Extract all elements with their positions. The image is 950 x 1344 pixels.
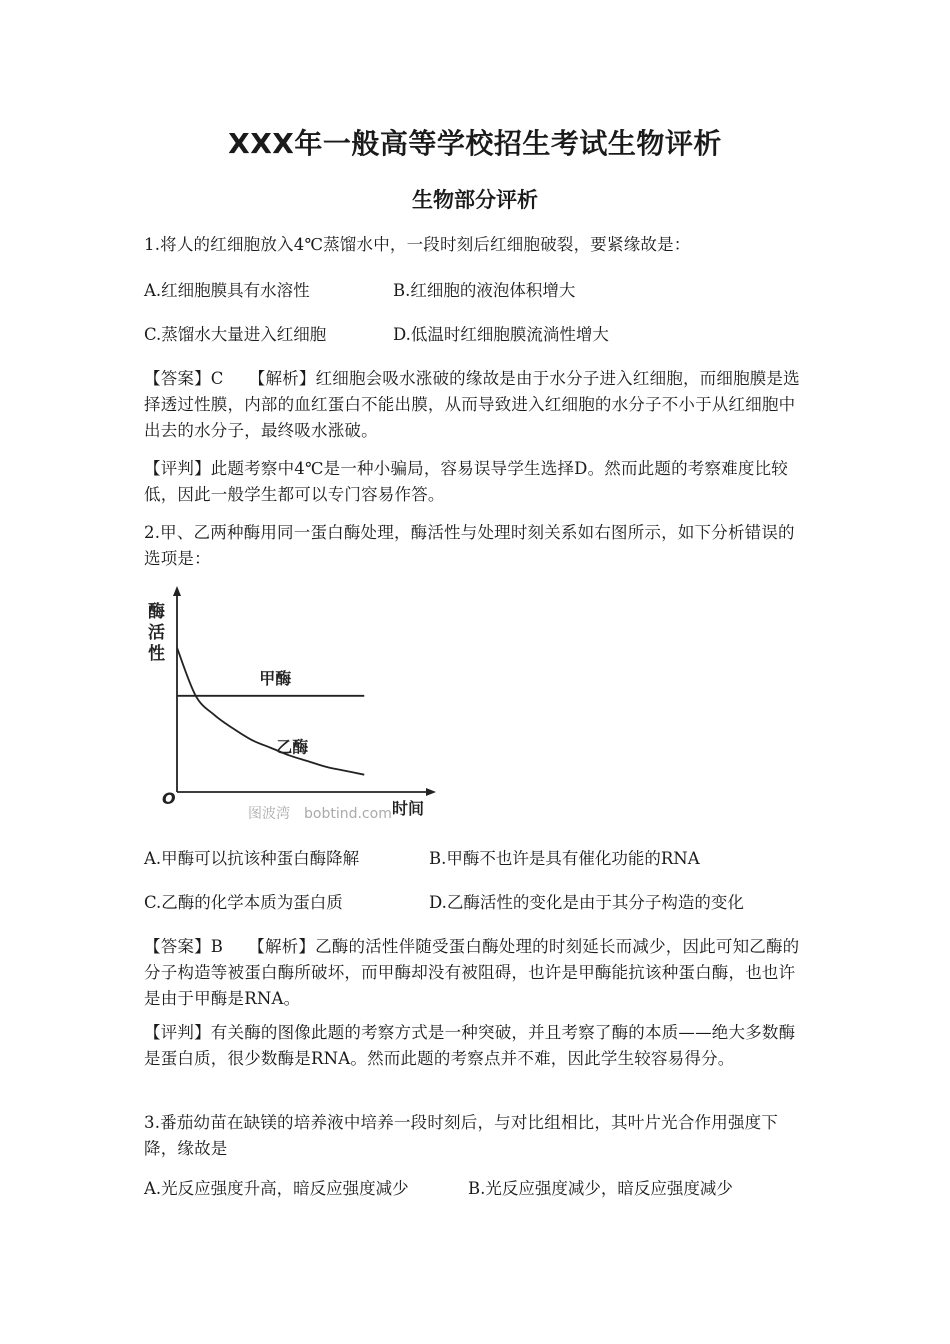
q1-option-d: D.低温时红细胞膜流淌性增大: [393, 325, 609, 344]
y-axis-arrow: [173, 586, 181, 596]
q3-stem: 3.番茄幼苗在缺镁的培养液中培养一段时刻后，与对比组相比，其叶片光合作用强度下降，缘故是: [144, 1113, 779, 1158]
q1-option-a: A.红细胞膜具有水溶性: [144, 281, 310, 300]
q1-answer: 【答案】C 【解析】红细胞会吸水涨破的缘故是由于水分子进入红细胞，而细胞膜是选择透过性膜，内部的血红蛋白不能出膜，从而导致进入红细胞的水分子不小于从红细胞中出去的水分子，最终吸水涨破。: [144, 369, 800, 440]
q1-comment: 【评判】此题考察中4℃是一种小骗局，容易误导学生选择D。然而此题的考察难度比较低，因此一般学生都可以专门容易作答。: [144, 459, 788, 504]
series-label-enzyme-a: 甲酶: [259, 668, 292, 688]
q2-option-c: C.乙酶的化学本质为蛋白质: [144, 893, 343, 912]
series-label-enzyme-b: 乙酶: [276, 737, 309, 757]
q1-stem: 1.将人的红细胞放入4℃蒸馏水中，一段时刻后红细胞破裂，要紧缘故是：: [144, 235, 691, 254]
q1-option-b: B.红细胞的液泡体积增大: [393, 281, 576, 300]
q2-option-d: D.乙酶活性的变化是由于其分子构造的变化: [429, 893, 744, 912]
document-title: XXX年一般高等学校招生考试生物评析: [228, 127, 722, 160]
q1-option-c: C.蒸馏水大量进入红细胞: [144, 325, 327, 344]
y-axis-label: 酶活性: [148, 602, 165, 664]
enzyme-activity-chart: [140, 582, 440, 827]
q3-option-a: A.光反应强度升高，暗反应强度减少: [144, 1179, 409, 1198]
q2-answer: 【答案】B 【解析】乙酶的活性伴随受蛋白酶处理的时刻延长而减少，因此可知乙酶的分子构造等被蛋白酶所破坏，而甲酶却没有被阻碍，也许是甲酶能抗该种蛋白酶，也也许是由于甲酶是RNA。: [144, 937, 800, 1008]
q3-option-b: B.光反应强度减少，暗反应强度减少: [468, 1179, 733, 1198]
x-axis-arrow: [426, 788, 436, 796]
series-line-enzyme-b: [177, 648, 364, 775]
x-axis-label: 时间: [392, 799, 425, 818]
q2-stem: 2.甲、乙两种酶用同一蛋白酶处理，酶活性与处理时刻关系如右图所示，如下分析错误的选项是：: [144, 523, 795, 568]
q2-option-b: B.甲酶不也许是具有催化功能的RNA: [429, 849, 700, 868]
origin-label: O: [162, 789, 176, 808]
chart-watermark: 图波湾 bobtind.com: [248, 806, 392, 822]
document-subtitle: 生物部分评析: [412, 188, 538, 212]
q2-option-a: A.甲酶可以抗该种蛋白酶降解: [144, 849, 360, 868]
q2-comment: 【评判】有关酶的图像此题的考察方式是一种突破，并且考察了酶的本质——绝大多数酶是蛋白质，很少数酶是RNA。然而此题的考察点并不难，因此学生较容易得分。: [144, 1023, 796, 1068]
chart-series-group: [177, 648, 364, 775]
